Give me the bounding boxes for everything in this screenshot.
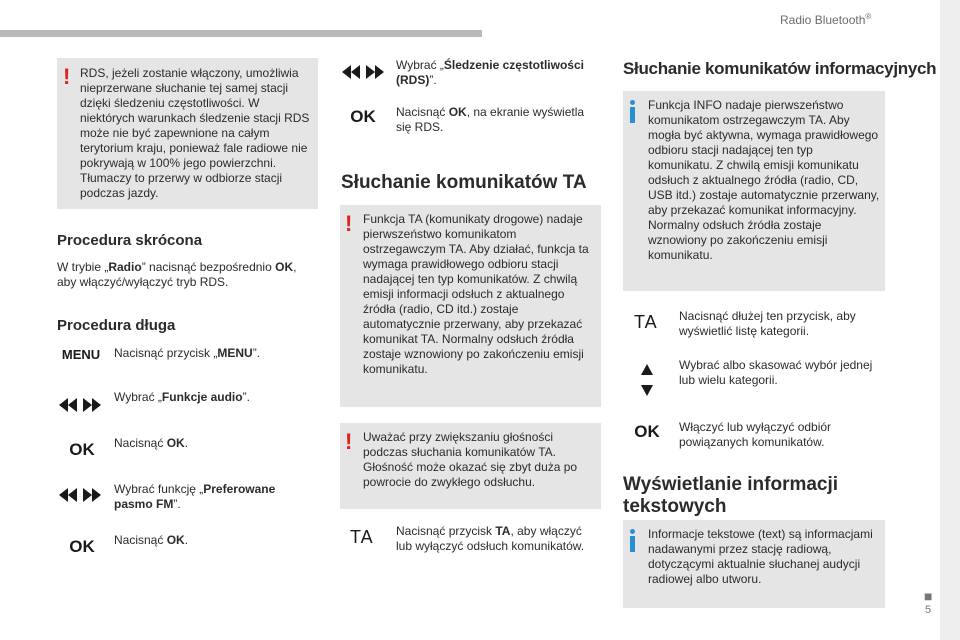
step-audio-b: Funkcje audio bbox=[161, 390, 243, 404]
step-ok-text bbox=[114, 436, 314, 451]
ok-button-icon: OK bbox=[69, 440, 95, 459]
short-text-radio: Radio bbox=[108, 260, 142, 274]
short-text-c: ” nacisnąć bezpośrednio bbox=[141, 260, 276, 274]
ok-button-icon: OK bbox=[350, 107, 376, 126]
short-text-e: , aby włączyć/wyłączyć tryb RDS. bbox=[57, 260, 297, 289]
short-text-a: W trybie „ bbox=[57, 260, 109, 274]
rds-warning-text: RDS, jeżeli zostanie włączony, umożliwia nieprzerwane słuchanie tej samej stacji dzięki śledzeniu częstotliwości. W niektórych warunkach śledzenie stacji RDS może nie być zapewnione na całym terytorium kraju, ponieważ fale radiowe nie pokrywają w 100% jego powierzchni. Tłumaczy to przerwy w odbiorze stacji podczas jazdy. bbox=[80, 66, 310, 200]
right-margin-strip bbox=[940, 0, 960, 640]
long-procedure-title: Procedura długa bbox=[57, 317, 176, 334]
step-ok2-c: . bbox=[184, 533, 189, 547]
section-header-text: Radio Bluetooth bbox=[780, 13, 866, 27]
menu-button-icon: MENU bbox=[61, 347, 101, 362]
step-rds-tracking-text bbox=[396, 58, 596, 88]
volume-warning-text: Uważać przy zwiększaniu głośności podczas słuchania komunikatów TA. Głośność może okazać się zbyt duża po powrocie do zwykłego odsłuchu. bbox=[363, 430, 578, 489]
step-audio-a: Wybrać „ bbox=[114, 390, 162, 404]
step-menu-text bbox=[114, 346, 314, 361]
short-text-ok: OK bbox=[275, 260, 294, 274]
up-down-arrows-icon bbox=[640, 363, 654, 397]
page-bullet-icon: ■ bbox=[924, 588, 933, 604]
left-right-arrows-icon bbox=[341, 64, 385, 80]
warning-icon: ! bbox=[63, 64, 71, 89]
ok-button-icon: OK bbox=[69, 537, 95, 556]
ta-section-title: Słuchanie komunikatów TA bbox=[341, 172, 587, 193]
step-menu-c: ”. bbox=[252, 346, 261, 360]
warning-icon: ! bbox=[345, 211, 353, 236]
step-rds-a: Wybrać „ bbox=[396, 58, 444, 72]
step-ta-c: , aby włączyć lub wyłączyć odsłuch komunikatów. bbox=[396, 524, 585, 553]
step-select-category-text: Wybrać albo skasować wybór jednej lub wielu kategorii. bbox=[679, 358, 873, 387]
section-header bbox=[780, 12, 871, 27]
step-rds-c: ”. bbox=[429, 73, 437, 87]
info-icon bbox=[630, 100, 635, 124]
step-ta-b: TA bbox=[495, 524, 511, 538]
step-rds-b: Śledzenie częstotliwości (RDS) bbox=[396, 58, 584, 87]
step-toggle-reception-text: Włączyć lub wyłączyć odbiór powiązanych komunikatów. bbox=[679, 420, 832, 449]
step-audio-functions-text bbox=[114, 390, 314, 405]
ta-button-icon: TA bbox=[350, 527, 374, 547]
step-ok-a: Nacisnąć bbox=[114, 436, 167, 450]
text-info-note-text: Informacje tekstowe (text) są informacjami nadawanymi przez stację radiową, dotyczącymi aktualnie słuchanej audycji radiowej albo utworu. bbox=[648, 527, 873, 586]
warning-icon: ! bbox=[345, 429, 353, 454]
ok-button-icon: OK bbox=[634, 422, 660, 441]
step-ok2-b: OK bbox=[166, 533, 185, 547]
short-procedure-text bbox=[57, 260, 317, 290]
step-ok2-a: Nacisnąć bbox=[114, 533, 167, 547]
step-ok-rds-c: , na ekranie wyświetla się RDS. bbox=[396, 105, 585, 134]
step-menu-a: Nacisnąć przycisk „ bbox=[114, 346, 218, 360]
step-category-list-text: Nacisnąć dłużej ten przycisk, aby wyświetlić listę kategorii. bbox=[679, 309, 856, 338]
step-ok-rds-a: Nacisnąć bbox=[396, 105, 449, 119]
top-progress-bar bbox=[0, 30, 482, 37]
info-icon bbox=[630, 529, 635, 553]
text-info-section-title: Wyświetlanie informacji tekstowych bbox=[623, 474, 839, 517]
info-section-title: Słuchanie komunikatów informacyjnych bbox=[623, 59, 937, 78]
page-number: 5 bbox=[925, 604, 932, 616]
step-menu-b: MENU bbox=[217, 346, 253, 360]
registered-mark: ® bbox=[865, 12, 872, 21]
left-right-arrows-icon bbox=[58, 487, 102, 503]
step-ok2-text bbox=[114, 533, 314, 548]
step-ok-c: . bbox=[184, 436, 189, 450]
step-ta-text bbox=[396, 524, 596, 554]
step-ok-b: OK bbox=[166, 436, 185, 450]
step-ok-rds-text bbox=[396, 105, 596, 135]
ta-warning-text: Funkcja TA (komunikaty drogowe) nadaje pierwszeństwo komunikatom ostrzegawczym TA. Aby działać, funkcja ta wymaga prawidłowego odbioru stacji nadającej ten typ komunikatów. Z chwilą emisji informacji odsłuch z aktualnego źródła (radio, CD itd.) zostaje automatycznie przerwany, aby przekazać komunikat TA. Normalny odsłuch źródła zostaje wznowiony po zakończeniu emisji komunikatu. bbox=[363, 212, 589, 376]
step-fm-c: ”. bbox=[173, 497, 181, 511]
step-fm-a: Wybrać funkcję „ bbox=[114, 482, 204, 496]
short-procedure-title: Procedura skrócona bbox=[57, 232, 203, 249]
step-ta-a: Nacisnąć przycisk bbox=[396, 524, 496, 538]
info-note-text: Funkcja INFO nadaje pierwszeństwo komunikatom ostrzegawczym TA. Aby mogła być aktywna, wymaga prawidłowego odbioru stacji nadającej ten typ komunikatu. Z chwilą emisji komunikatu odsłuch z aktualnego źródła (radio, CD, USB itd.) zostaje automatycznie przerwany, aby przekazać komunikat informacyjny. Normalny odsłuch źródła zostaje wznowiony po zakończeniu emisji komunikatu. bbox=[648, 98, 880, 262]
step-fm-b: Preferowane pasmo FM bbox=[114, 482, 276, 511]
step-audio-c: ”. bbox=[242, 390, 250, 404]
ta-button-icon: TA bbox=[634, 312, 658, 332]
step-fm-band-text bbox=[114, 482, 304, 512]
step-ok-rds-b: OK bbox=[448, 105, 467, 119]
left-right-arrows-icon bbox=[58, 397, 102, 413]
